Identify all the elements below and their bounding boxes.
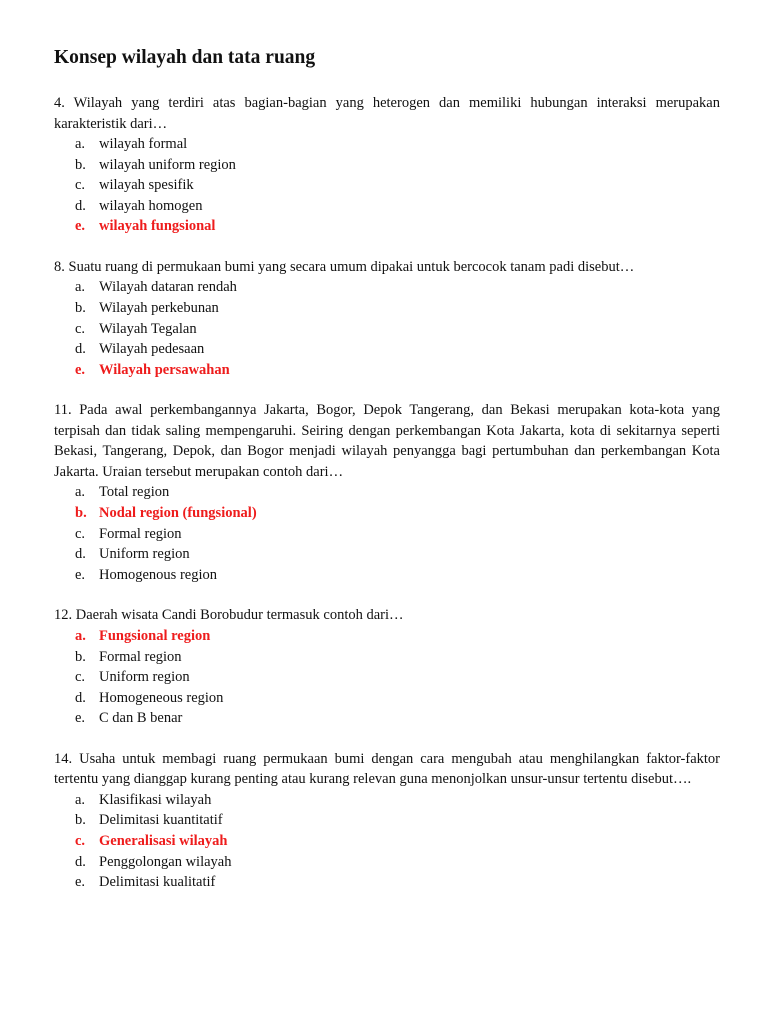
option-text: Generalisasi wilayah xyxy=(99,833,228,850)
answer-option xyxy=(54,565,720,586)
answer-option xyxy=(54,175,720,196)
option-text: C dan B benar xyxy=(99,710,183,727)
option-letter: a. xyxy=(75,627,86,644)
option-text: Wilayah persawahan xyxy=(99,361,230,378)
option-letter: b. xyxy=(75,505,87,522)
option-letter: b. xyxy=(75,156,86,173)
answer-option xyxy=(54,277,720,298)
answer-option-correct xyxy=(54,626,720,647)
answer-options xyxy=(54,277,720,380)
answer-option xyxy=(54,544,720,565)
option-text: Klasifikasi wilayah xyxy=(99,791,212,808)
option-text: Wilayah dataran rendah xyxy=(99,279,237,296)
option-text: Uniform region xyxy=(99,546,190,563)
question-block xyxy=(54,605,720,728)
answer-option xyxy=(54,852,720,873)
answer-option xyxy=(54,810,720,831)
answer-option xyxy=(54,667,720,688)
answer-option xyxy=(54,872,720,893)
answer-option-correct xyxy=(54,831,720,852)
option-letter: d. xyxy=(75,689,86,706)
option-text: Wilayah perkebunan xyxy=(99,300,219,317)
question-text: 14. Usaha untuk membagi ruang permukaan bumi dengan cara mengubah atau menghilangkan faktor-faktor tertentu yang dianggap kurang penting atau kurang relevan guna menonjolkan unsur-unsur tertentu disebut…. xyxy=(54,750,720,788)
question-block xyxy=(54,749,720,893)
question-block xyxy=(54,257,720,380)
option-letter: d. xyxy=(75,546,86,563)
option-letter: c. xyxy=(75,833,86,850)
option-letter: b. xyxy=(75,648,86,665)
answer-option xyxy=(54,688,720,709)
question-block xyxy=(54,93,720,237)
option-letter: e. xyxy=(75,710,86,727)
answer-option-correct xyxy=(54,360,720,381)
option-text: Wilayah pedesaan xyxy=(99,341,205,358)
answer-option xyxy=(54,134,720,155)
question-text: 4. Wilayah yang terdiri atas bagian-bagian yang heterogen dan memiliki hubungan interaksi merupakan karakteristik dari… xyxy=(54,95,720,132)
option-letter: e. xyxy=(75,361,86,378)
option-text: Uniform region xyxy=(99,669,190,686)
option-letter: d. xyxy=(75,853,86,870)
option-letter: e. xyxy=(75,566,86,583)
answer-option xyxy=(54,790,720,811)
option-letter: a. xyxy=(75,484,86,501)
option-text: Homogeneous region xyxy=(99,689,224,706)
option-letter: c. xyxy=(75,320,86,337)
option-text: Homogenous region xyxy=(99,566,217,583)
answer-option-correct xyxy=(54,216,720,237)
answer-option xyxy=(54,196,720,217)
answer-options xyxy=(54,134,720,237)
question-block xyxy=(54,400,720,585)
question-text: 12. Daerah wisata Candi Borobudur termasuk contoh dari… xyxy=(54,607,404,624)
option-text: Formal region xyxy=(99,648,182,665)
answer-option xyxy=(54,647,720,668)
answer-option-correct xyxy=(54,503,720,524)
option-letter: a. xyxy=(75,136,86,152)
answer-options xyxy=(54,626,720,729)
answer-options xyxy=(54,790,720,893)
answer-option xyxy=(54,155,720,176)
option-text: Formal region xyxy=(99,525,182,542)
option-text: Delimitasi kuantitatif xyxy=(99,812,223,829)
option-text: Fungsional region xyxy=(99,627,211,644)
answer-option xyxy=(54,708,720,729)
answer-option xyxy=(54,339,720,360)
option-letter: d. xyxy=(75,197,86,214)
option-letter: b. xyxy=(75,300,86,317)
option-text: Nodal region (fungsional) xyxy=(99,505,257,522)
option-letter: a. xyxy=(75,279,86,296)
option-letter: a. xyxy=(75,791,86,808)
option-text: wilayah fungsional xyxy=(99,218,216,235)
question-text: 11. Pada awal perkembangannya Jakarta, Bogor, Depok Tangerang, dan Bekasi merupakan kota-kota yang terpisah dan tidak saling mempengaruhi. Seiring dengan perkembangan Kota Jakarta, kota di sekitarnya seperti Bekasi, Tangerang, Depok, dan Bogor menjadi wilayah penyangga bagi pertumbuhan dan perkembangan Kota Jakarta. Uraian tersebut merupakan contoh dari… xyxy=(54,402,720,480)
option-text: wilayah homogen xyxy=(99,197,203,214)
answer-option xyxy=(54,482,720,503)
question-text: 8. Suatu ruang di permukaan bumi yang secara umum dipakai untuk bercocok tanam padi disebut… xyxy=(54,258,635,275)
question-list xyxy=(54,93,720,893)
document-page xyxy=(54,46,720,913)
answer-option xyxy=(54,524,720,545)
option-letter: b. xyxy=(75,812,86,829)
answer-option xyxy=(54,298,720,319)
answer-option xyxy=(54,319,720,340)
option-letter: e. xyxy=(75,218,86,235)
option-text: Delimitasi kualitatif xyxy=(99,874,216,891)
option-letter: d. xyxy=(75,341,86,358)
document-title: Konsep wilayah dan tata ruang xyxy=(54,47,316,68)
answer-options xyxy=(54,482,720,585)
option-letter: e. xyxy=(75,874,86,891)
option-text: Total region xyxy=(99,484,170,501)
option-letter: c. xyxy=(75,669,86,686)
option-letter: c. xyxy=(75,525,86,542)
option-text: wilayah spesifik xyxy=(99,177,194,194)
option-text: Wilayah Tegalan xyxy=(99,320,197,337)
option-text: wilayah formal xyxy=(99,136,188,152)
option-text: wilayah uniform region xyxy=(99,156,236,173)
option-text: Penggolongan wilayah xyxy=(99,853,232,870)
option-letter: c. xyxy=(75,177,86,194)
